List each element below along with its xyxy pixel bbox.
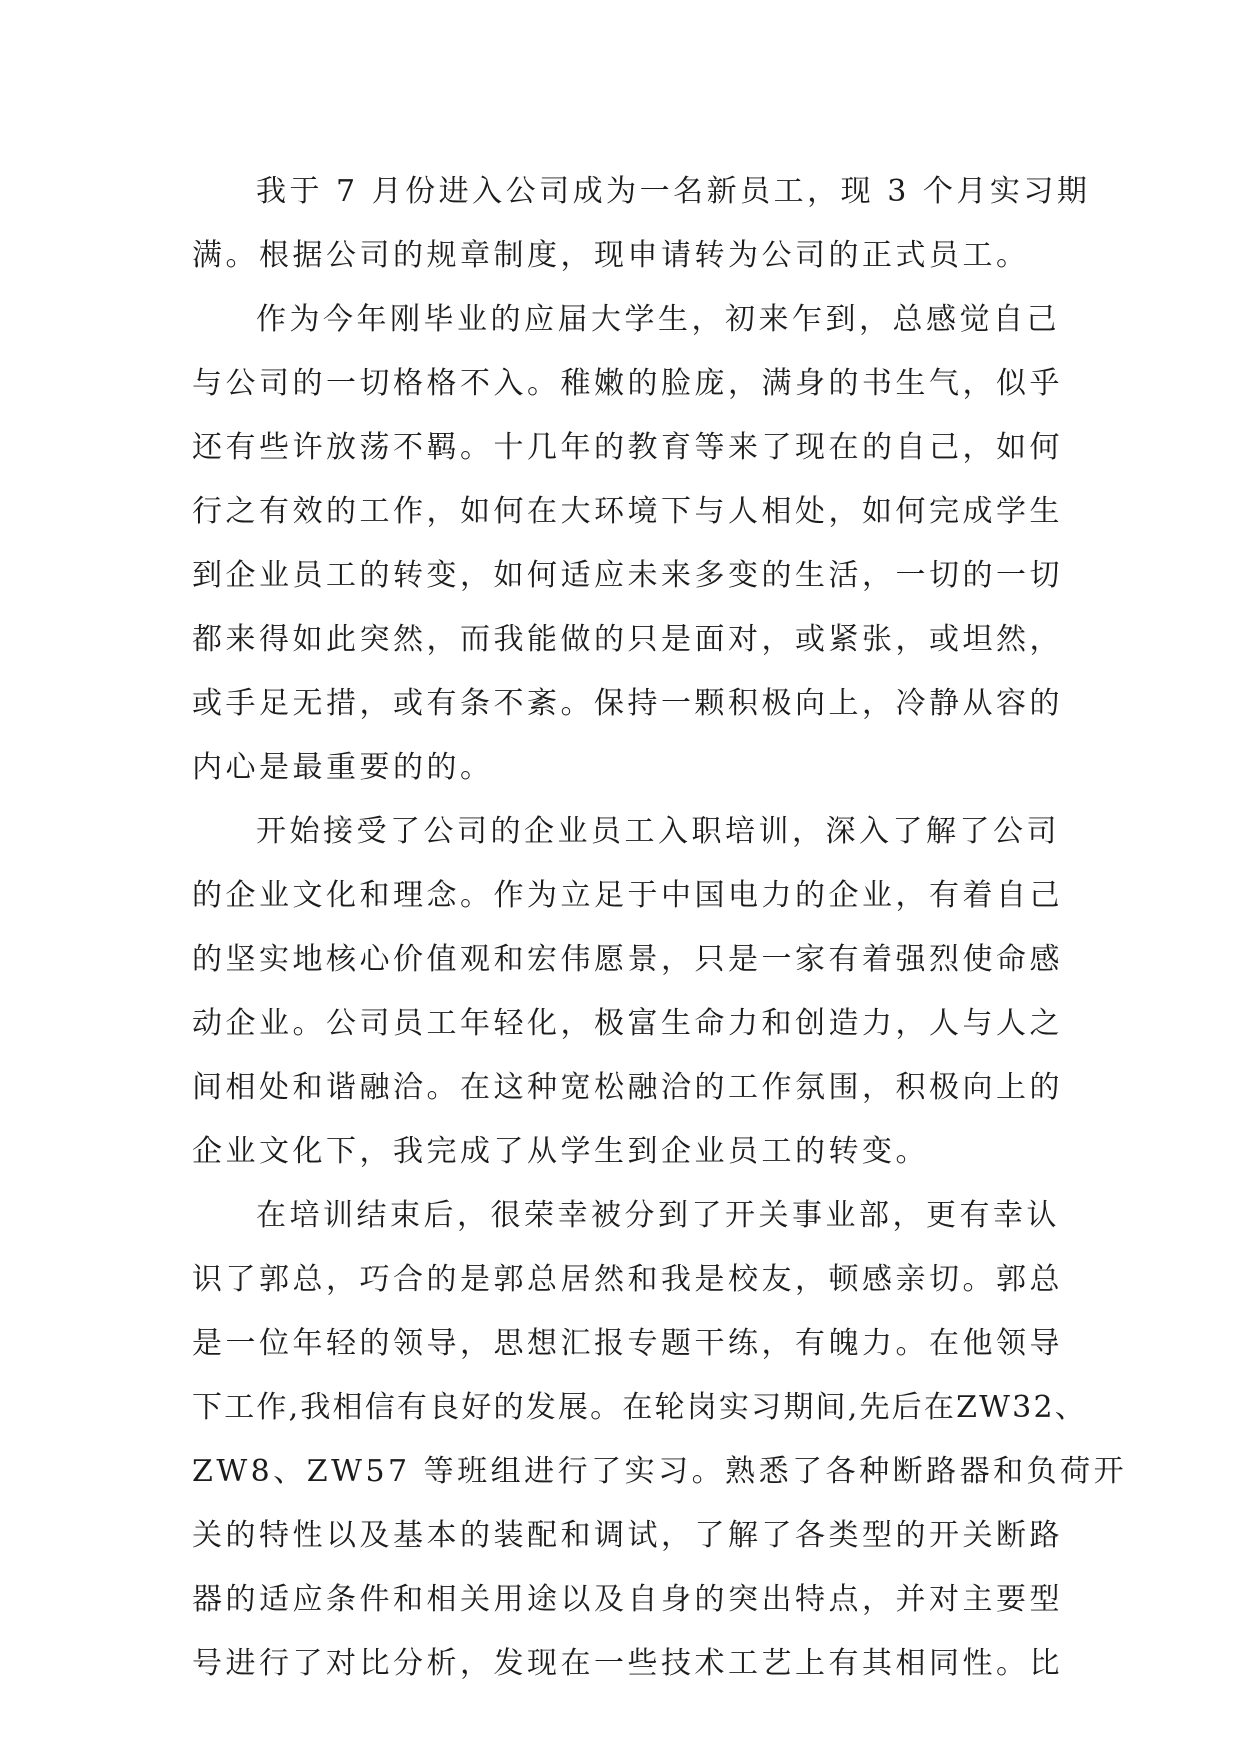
text-line: 满。根据公司的规章制度，现申请转为公司的正式员工。 — [192, 238, 1030, 273]
text-line: 识了郭总，巧合的是郭总居然和我是校友，顿感亲切。郭总 — [192, 1262, 1063, 1297]
paragraph-3 — [192, 800, 1072, 1184]
paragraph-1 — [192, 160, 1091, 288]
text-line: 与公司的一切格格不入。稚嫩的脸庞，满身的书生气，似乎 — [192, 366, 1063, 401]
text-line: 器的适应条件和相关用途以及自身的突出特点，并对主要型 — [192, 1582, 1063, 1617]
text-line: 间相处和谐融洽。在这种宽松融洽的工作氛围，积极向上的 — [192, 1070, 1063, 1105]
text-line: 作为今年刚毕业的应届大学生，初来乍到，总感觉自己 — [256, 302, 1060, 337]
text-line: 或手足无措，或有条不紊。保持一颗积极向上，冷静从容的 — [192, 686, 1063, 721]
text-line: 内心是最重要的的。 — [192, 750, 494, 785]
text-line: 行之有效的工作，如何在大环境下与人相处，如何完成学生 — [192, 494, 1063, 529]
text-line: 开始接受了公司的企业员工入职培训，深入了解了公司 — [256, 814, 1060, 849]
text-line: 是一位年轻的领导，思想汇报专题干练，有魄力。在他领导 — [192, 1326, 1063, 1361]
text-line: 我于 7 月份进入公司成为一名新员工，现 3 个月实习期 — [256, 174, 1091, 209]
text-line: 关的特性以及基本的装配和调试，了解了各类型的开关断路 — [192, 1518, 1063, 1553]
text-line: 到企业员工的转变，如何适应未来多变的生活，一切的一切 — [192, 558, 1063, 593]
text-line: 在培训结束后，很荣幸被分到了开关事业部，更有幸认 — [256, 1198, 1060, 1233]
text-line: 还有些许放荡不羁。十几年的教育等来了现在的自己，如何 — [192, 430, 1063, 465]
text-line: ZW8、ZW57 等班组进行了实习。熟悉了各种断路器和负荷开 — [192, 1454, 1128, 1489]
paragraph-2 — [192, 288, 1072, 800]
text-line: 下工作,我相信有良好的发展。在轮岗实习期间,先后在ZW32、 — [192, 1390, 1087, 1425]
text-line: 号进行了对比分析，发现在一些技术工艺上有其相同性。比 — [192, 1646, 1063, 1681]
text-line: 都来得如此突然，而我能做的只是面对，或紧张，或坦然， — [192, 622, 1063, 657]
paragraph-4 — [192, 1184, 1128, 1696]
document-body — [192, 160, 1128, 1696]
text-line: 动企业。公司员工年轻化，极富生命力和创造力，人与人之 — [192, 1006, 1063, 1041]
text-line: 企业文化下，我完成了从学生到企业员工的转变。 — [192, 1134, 929, 1169]
text-line: 的坚实地核心价值观和宏伟愿景，只是一家有着强烈使命感 — [192, 942, 1063, 977]
text-line: 的企业文化和理念。作为立足于中国电力的企业，有着自己 — [192, 878, 1063, 913]
